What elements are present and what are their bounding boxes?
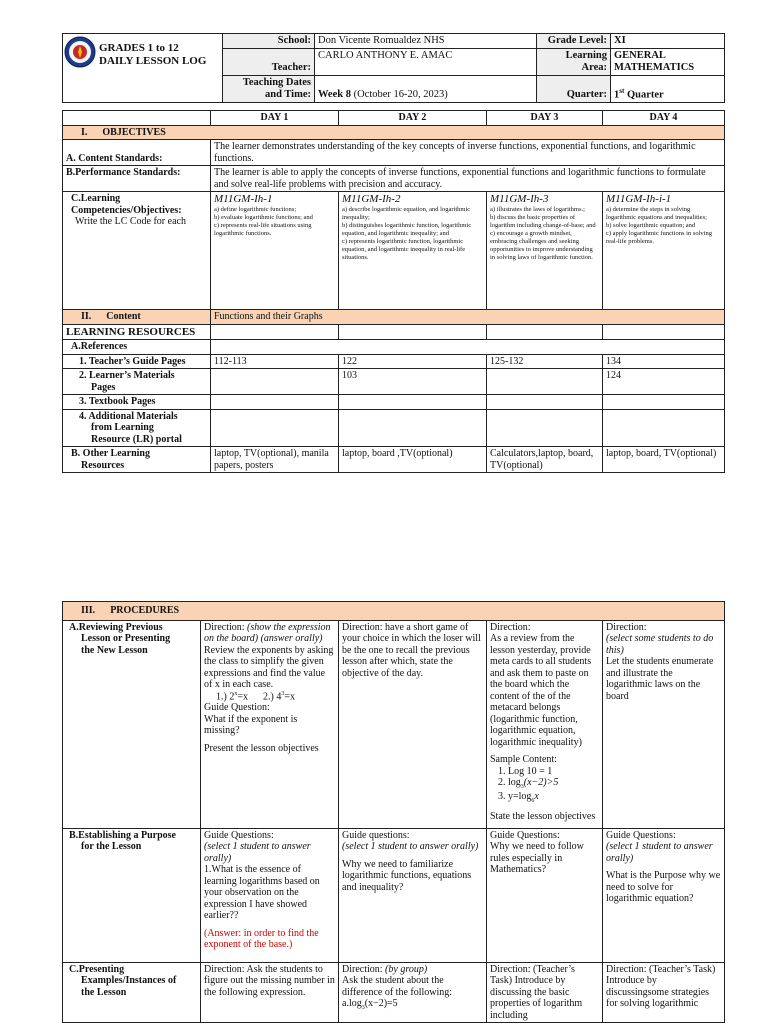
tg-day2: 122	[339, 354, 487, 369]
presenting-day1: Direction: Ask the students to figure out the missing number in the following expression.	[201, 962, 339, 1023]
lc-day3	[487, 192, 603, 310]
learning-resources-heading: LEARNING RESOURCES	[63, 324, 211, 340]
content-standards-label: A. Content Standards:	[63, 140, 211, 166]
am-day4	[603, 409, 725, 447]
tb-day4	[603, 395, 725, 410]
lc-code-day3: M11GM-Ih-3	[490, 193, 549, 205]
dll-title-line2: DAILY LESSON LOG	[99, 54, 207, 67]
teaching-dates-value: Week 8 (October 16-20, 2023)	[315, 76, 537, 103]
am-day1	[211, 409, 339, 447]
learning-area-label: Learning Area:	[537, 49, 611, 76]
lm-day3	[487, 369, 603, 395]
reviewing-day2: Direction: have a short game of your choice in which the loser will be the one to recall the previous lesson after which, state the objective of the day.	[339, 620, 487, 828]
objectives-heading: I. OBJECTIVES	[63, 125, 725, 140]
school-value: Don Vicente Romualdez NHS	[315, 34, 537, 49]
learners-materials-label: 2. Learner’s Materials Pages	[63, 369, 211, 395]
school-label: School:	[223, 34, 315, 49]
textbook-pages-label: 3. Textbook Pages	[63, 395, 211, 410]
content-standards-text: The learner demonstrates understanding of the key concepts of inverse functions, exponential functions, and logarithmic functions.	[211, 140, 725, 166]
other-day2: laptop, board ,TV(optional)	[339, 447, 487, 473]
tg-day3: 125-132	[487, 354, 603, 369]
reviewing-day4: Direction: (select some students to do this) Let the students enumerate and illustrate the logarithmic laws on the board	[603, 620, 725, 828]
lc-text-day2: a) describe logarithmic equation, and logarithmic inequality; b) distinguishes logarithmic function, logarithmic equation, and logarithmic inequality; and c) represents logarithmic function, logarithmic equation, and logarithmic inequality in real-life situations.	[342, 205, 472, 262]
tb-day1	[211, 395, 339, 410]
additional-materials-label: 4. Additional Materials from Learning Resource (LR) portal	[63, 409, 211, 447]
lc-day1	[211, 192, 339, 310]
quarter-value: 1st Quarter	[611, 76, 725, 103]
other-day1: laptop, TV(optional), manila papers, posters	[211, 447, 339, 473]
reviewing-previous-label: A.Reviewing Previous Lesson or Presenting the New Lesson	[63, 620, 201, 828]
dll-title-line1: GRADES 1 to 12	[99, 42, 179, 54]
performance-standards-label: B.Performance Standards:	[63, 166, 211, 192]
procedures-table	[62, 601, 725, 1023]
purpose-day4: Guide Questions: (select 1 student to answer orally) What is the Purpose why we need to solve for logarithmic equation?	[603, 828, 725, 962]
objectives-table	[62, 110, 725, 473]
learning-area-value: GENERAL MATHEMATICS	[611, 49, 725, 76]
references-empty	[211, 340, 725, 355]
header-table	[62, 33, 725, 103]
dll-title-cell	[63, 34, 223, 103]
teacher-label: Teacher:	[223, 49, 315, 76]
lc-code-day1: M11GM-Ih-1	[214, 193, 273, 205]
learning-competencies-label: C.Learning Competencies/Objectives: Write the LC Code for each	[63, 192, 211, 310]
lc-text-day3: a) illustrates the laws of logarithms.; b) discuss the basic properties of logarithm including change-of-base; and c) encourage a growth mindset, embracing challenges and seeking opportunities to improve understanding in solving laws of logarithmic function.	[490, 205, 596, 262]
presenting-day3: Direction: (Teacher’s Task) Introduce by discussing the basic properties of logarithm including	[487, 962, 603, 1023]
lm-day1	[211, 369, 339, 395]
lc-day4	[603, 192, 725, 310]
day-header-2: DAY 2	[339, 111, 487, 126]
lc-code-day2: M11GM-Ih-2	[342, 193, 401, 205]
lc-text-day1: a) define logarithmic functions; b) evaluate logarithmic functions; and c) represents real-life situations using logarithmic functions.	[214, 205, 313, 238]
other-resources-label: B. Other Learning Resources	[63, 447, 211, 473]
lr-empty-1	[211, 324, 339, 340]
reviewing-day3: Direction: As a review from the lesson yesterday, provide meta cards to all students and ask them to paste on the board which the content of the of the metacard belongs (logarithmic function, logarithmic equation, logarithmic inequality) Sample Content: 1. Log 10 = 1 2. $\log_3(x-2)>5$ 3. $y=\log_6x$ State the lesson objectives	[487, 620, 603, 828]
presenting-day4: Direction: (Teacher’s Task) Introduce by discussingsome strategies for solving logarithmic	[603, 962, 725, 1023]
lc-text-day4: a) determine the steps in solving logarithmic equations and inequalities; b) solve logarithmic equation; and c) apply logarithmic functions in solving real-life problems.	[606, 205, 712, 246]
content-text: Functions and their Graphs	[211, 310, 725, 325]
other-day3: Calculators,laptop, board, TV(optional)	[487, 447, 603, 473]
purpose-day2: Guide questions: (select 1 student to answer orally) Why we need to familiarize logarithmic functions, equations and inequality?	[339, 828, 487, 962]
reviewing-day1: Direction: (show the expression on the board) (answer orally) Review the exponents by asking the class to simplify the given expressions and find the value of x in each case. 1.) $2^x=x$ 2.) $4^3=x$ Guide Question: What if the exponent is missing? Present the lesson objectives	[201, 620, 339, 828]
tb-day2	[339, 395, 487, 410]
lc-code-day4: M11GM-Ih-i-1	[606, 193, 672, 205]
day-header-3: DAY 3	[487, 111, 603, 126]
teacher-value: CARLO ANTHONY E. AMAC	[315, 49, 537, 76]
quarter-label: Quarter:	[537, 76, 611, 103]
tg-day4: 134	[603, 354, 725, 369]
grade-level-value: XI	[611, 34, 725, 49]
lc-day2	[339, 192, 487, 310]
presenting-day2: Direction: (by group) Ask the student about the difference of the following: $a.\log_3(x-2)=5$	[339, 962, 487, 1023]
day-header-1: DAY 1	[211, 111, 339, 126]
establishing-purpose-label: B.Establishing a Purpose for the Lesson	[63, 828, 201, 962]
grade-level-label: Grade Level:	[537, 34, 611, 49]
day-header-4: DAY 4	[603, 111, 725, 126]
other-day4: laptop, board, TV(optional)	[603, 447, 725, 473]
references-label: A.References	[63, 340, 211, 355]
lr-empty-2	[339, 324, 487, 340]
teaching-dates-label: Teaching Dates and Time:	[223, 76, 315, 103]
teachers-guide-label: 1. Teacher’s Guide Pages	[63, 354, 211, 369]
presenting-examples-label: C.Presenting Examples/Instances of the Lesson	[63, 962, 201, 1023]
lm-day4: 124	[603, 369, 725, 395]
performance-standards-text: The learner is able to apply the concepts of inverse functions, exponential functions and logarithmic functions to formulate and solve real-life problems with precision and accuracy.	[211, 166, 725, 192]
procedures-heading: III. PROCEDURES	[63, 602, 725, 621]
tb-day3	[487, 395, 603, 410]
lr-empty-4	[603, 324, 725, 340]
day-header-blank	[63, 111, 211, 126]
am-day2	[339, 409, 487, 447]
content-heading: II. Content	[63, 310, 211, 325]
am-day3	[487, 409, 603, 447]
lm-day2: 103	[339, 369, 487, 395]
lr-empty-3	[487, 324, 603, 340]
purpose-day1: Guide Questions: (select 1 student to answer orally) 1.What is the essence of learning logarithms based on your observation on the expression I have showed earlier?? (Answer: in order to find the exponent of the base.)	[201, 828, 339, 962]
purpose-day3: Guide Questions: Why we need to follow rules especially in Mathematics?	[487, 828, 603, 962]
tg-day1: 112-113	[211, 354, 339, 369]
